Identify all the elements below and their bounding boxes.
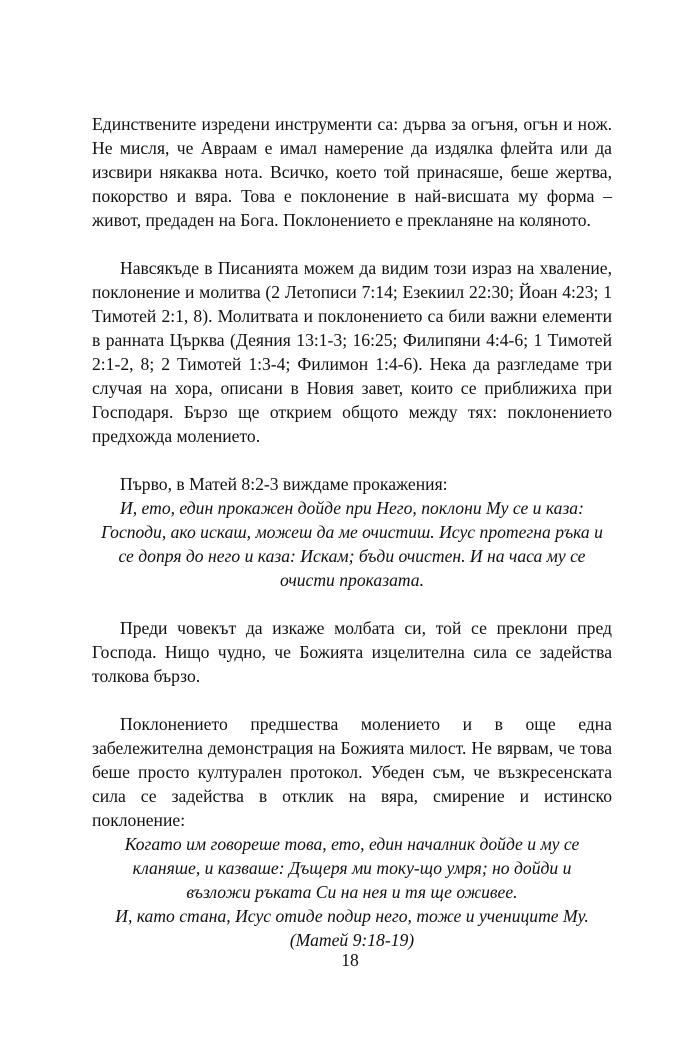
quote-leper [92, 496, 612, 592]
page-number: 18 [341, 950, 359, 970]
paragraph-3: Първо, в Матей 8:2-3 виждаме прокажения: [120, 474, 448, 494]
paragraph-1: Единствените изредени инструменти са: дърва за огъня, огън и нож. Не мисля, че Авраам е имал намерение да издялка флейта или да изсвири някаква нота. Всичко, което той принасяше, беше жертва, покорство и вяра. Това е поклонение в най-висшата му форма – живот, предаден на Бога. Поклонението е прекланяне на коляното. [92, 114, 612, 230]
quote-line: Господи, ако искаш, можеш да ме очистиш. Исус протегна ръка и [101, 522, 603, 542]
quote-line: Когато им говореше това, ето, един началник дойде и му се [124, 834, 580, 854]
quote-reference: (Матей 9:18-19) [289, 930, 415, 950]
quote-ruler [92, 832, 612, 952]
quote-line: се допря до него и каза: Искам; бъди очистен. И на часа му се [118, 546, 586, 566]
quote-line: И, като стана, Исус отиде подир него, тоже и учениците Му. [115, 906, 589, 926]
page-body [92, 112, 612, 952]
paragraph-2: Навсякъде в Писанията можем да видим този израз на хваление, поклонение и молитва (2 Летописи 7:14; Езекиил 22:30; Йоан 4:23; 1 Тимотей 2:1, 8). Молитвата и поклонението са били важни елементи в ранната Църква (Деяния 13:1-3; 16:25; Филипяни 4:4-6; 1 Тимотей 2:1-2, 8; 2 Тимотей 1:3-4; Филимон 1:4-6). Нека да разгледаме три случая на хора, описани в Новия завет, които се приближиха при Господаря. Бързо ще открием общото между тях: поклонението предхожда молението. [92, 258, 612, 446]
paragraph-5: Поклонението предшества молението и в още една забележителна демонстрация на Божията милост. Не вярвам, че това беше просто културален протокол. Убеден съм, че възкресенската сила се задейства в отклик на вяра, смирение и истинско поклонение: [92, 714, 612, 830]
quote-line: очисти проказата. [280, 570, 424, 590]
paragraph-4: Преди човекът да изкаже молбата си, той се преклони пред Господа. Нищо чудно, че Божията изцелителна сила се задейства толкова бързо. [92, 618, 612, 686]
quote-line: кланяше, и казваше: Дъщеря ми току-що умря; но дойди и [132, 858, 572, 878]
quote-line: И, ето, един прокажен дойде при Него, поклони Му се и каза: [120, 498, 584, 518]
quote-line: възложи ръката Си на нея и тя ще оживее. [186, 882, 518, 902]
